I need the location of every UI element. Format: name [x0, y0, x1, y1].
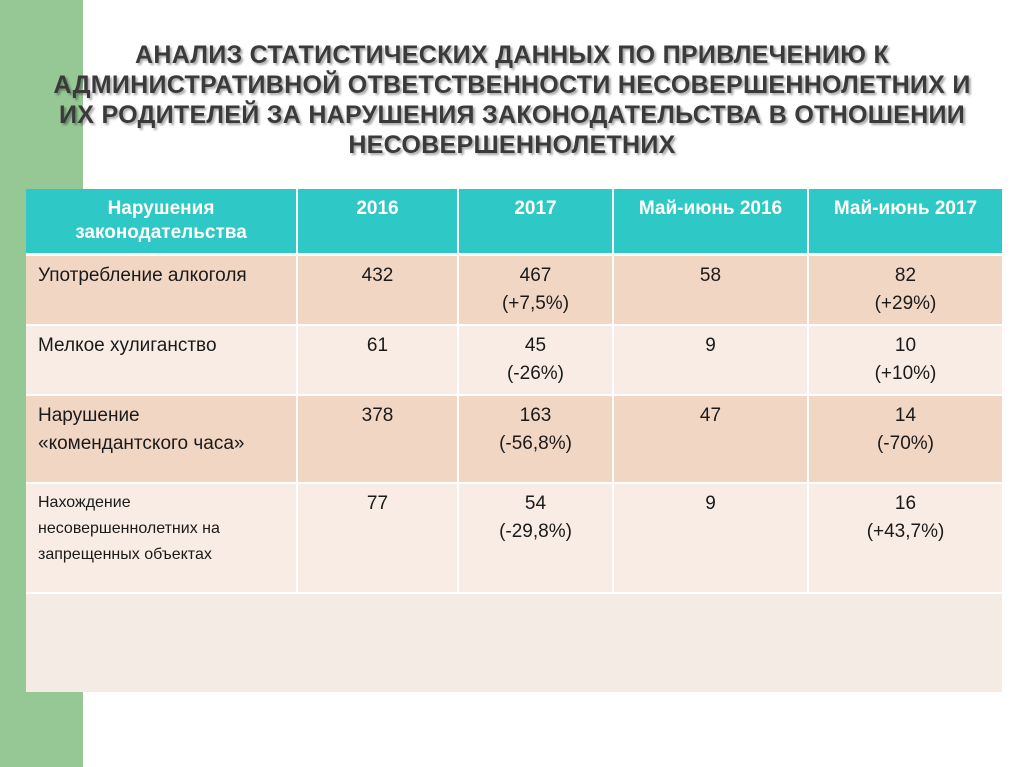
cell-2016: 432 [297, 255, 458, 326]
cell-may-june-2017 [808, 325, 1002, 395]
cell-2017 [458, 395, 613, 483]
cell-may-june-2017 [808, 255, 1002, 326]
header-may-june-2017: Май-июнь 2017 [808, 189, 1002, 255]
cell-value: 82 [894, 265, 917, 286]
row-name: Нарушение «комендантского часа» [26, 395, 297, 483]
header-2016: 2016 [297, 189, 458, 255]
cell-value: 163 [519, 405, 552, 426]
cell-may-june-2017 [808, 395, 1002, 483]
cell-change: (-56,8%) [499, 433, 572, 454]
cell-may-june-2016: 9 [613, 483, 808, 593]
statistics-table-container [26, 189, 1002, 692]
cell-value: 467 [519, 265, 552, 286]
cell-value: 14 [894, 405, 917, 426]
row-name: Нахождение несовершеннолетних на запрещенных объектах [26, 483, 297, 593]
slide-title: АНАЛИЗ СТАТИСТИЧЕСКИХ ДАННЫХ ПО ПРИВЛЕЧЕНИЮ К АДМИНИСТРАТИВНОЙ ОТВЕТСТВЕННОСТИ НЕСОВЕРШЕННОЛЕТНИХ И ИХ РОДИТЕЛЕЙ ЗА НАРУШЕНИЯ ЗАКОНОДАТЕЛЬСТВА В ОТНОШЕНИИ НЕСОВЕРШЕННОЛЕТНИХ [53, 41, 971, 159]
cell-value: 45 [524, 335, 547, 356]
table-header-row [26, 189, 1002, 255]
header-violations: Нарушения законодательства [26, 189, 297, 255]
cell-may-june-2016: 9 [613, 325, 808, 395]
cell-change: (+43,7%) [866, 521, 945, 542]
header-2017: 2017 [458, 189, 613, 255]
table-row [26, 255, 1002, 326]
cell-may-june-2016: 47 [613, 395, 808, 483]
cell-change: (+7,5%) [501, 293, 570, 314]
header-may-june-2016: Май-июнь 2016 [613, 189, 808, 255]
cell-value: 16 [894, 493, 917, 514]
row-name: Мелкое хулиганство [26, 325, 297, 395]
cell-2016: 378 [297, 395, 458, 483]
cell-may-june-2016: 58 [613, 255, 808, 326]
cell-may-june-2017 [808, 483, 1002, 593]
cell-2016: 77 [297, 483, 458, 593]
cell-value: 10 [894, 335, 917, 356]
cell-change: (-26%) [506, 363, 564, 384]
cell-change: (-70%) [876, 433, 934, 454]
cell-2016: 61 [297, 325, 458, 395]
cell-change: (+29%) [874, 293, 937, 314]
cell-2017 [458, 325, 613, 395]
table-row [26, 325, 1002, 395]
cell-2017 [458, 483, 613, 593]
table-row [26, 483, 1002, 593]
cell-change: (-29,8%) [499, 521, 572, 542]
statistics-table [26, 189, 1002, 594]
cell-value: 54 [524, 493, 547, 514]
cell-2017 [458, 255, 613, 326]
cell-change: (+10%) [874, 363, 937, 384]
row-name: Употребление алкоголя [26, 255, 297, 326]
table-row [26, 395, 1002, 483]
